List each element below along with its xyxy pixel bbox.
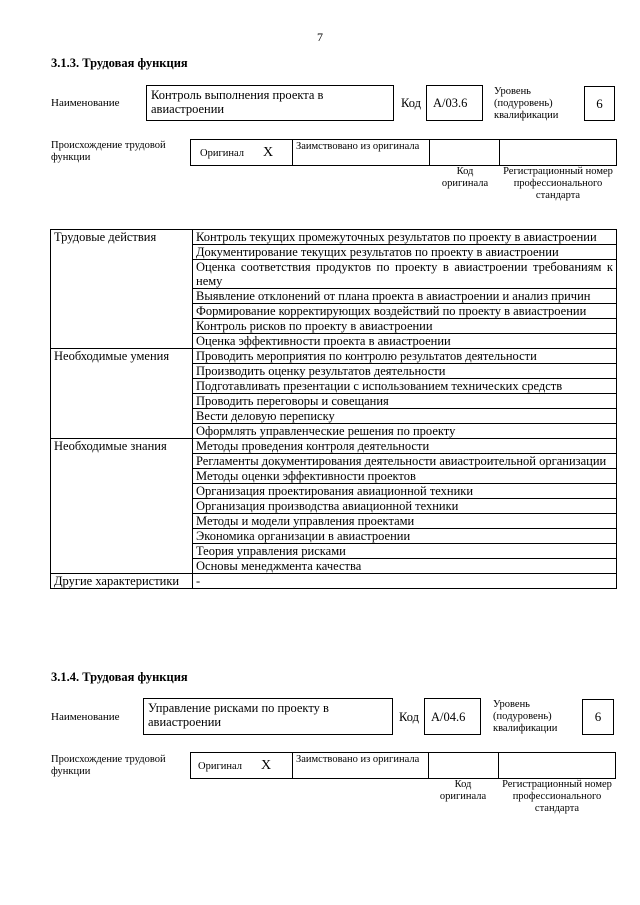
- function-name: Управление рисками по проекту в авиастроении: [148, 701, 329, 729]
- group-label: Трудовые действия: [51, 230, 193, 349]
- code-original-cell: [428, 752, 499, 779]
- level-value-cell: [584, 86, 615, 121]
- qualification-level: 6: [596, 96, 603, 111]
- reg-number-cell: [499, 139, 617, 166]
- reg-number-caption: Регистрационный номер профессионального стандарта: [503, 166, 613, 201]
- borrowed-label: Заимствовано из оригинала: [296, 141, 420, 152]
- function-table: [50, 229, 617, 589]
- row-item: Оценка соответствия продуктов по проекту в авиастроении требованиям к нему: [193, 260, 617, 289]
- qualification-level: 6: [594, 709, 602, 724]
- row-item: Основы менеджмента качества: [193, 559, 617, 574]
- row-item: Вести деловую переписку: [193, 409, 617, 424]
- original-label: Оригинал: [198, 761, 242, 772]
- section-heading: 3.1.3. Трудовая функция: [51, 56, 188, 70]
- group-label: Необходимые знания: [51, 439, 193, 574]
- table-row: [51, 439, 617, 454]
- level-label: Уровень (подуровень) квалификации: [493, 699, 558, 734]
- row-item: Контроль текущих промежуточных результатов по проекту в авиастроении: [193, 230, 617, 245]
- row-item: Методы проведения контроля деятельности: [193, 439, 617, 454]
- row-item: Организация производства авиационной техники: [193, 499, 617, 514]
- group-label: Другие характеристики: [51, 574, 193, 589]
- code-value-cell: [426, 85, 483, 121]
- row-item: -: [193, 574, 617, 589]
- name-value-cell: [146, 85, 394, 121]
- row-item: Регламенты документирования деятельности авиастроительной организации: [193, 454, 617, 469]
- code-original-caption: Код оригинала: [439, 779, 487, 802]
- name-label: Наименование: [51, 97, 120, 109]
- row-item: Формирование корректирующих воздействий по проекту в авиастроении: [193, 304, 617, 319]
- original-cell: [190, 139, 293, 166]
- table-row: [51, 230, 617, 245]
- group-label: Необходимые умения: [51, 349, 193, 439]
- code-original-cell: [429, 139, 500, 166]
- level-label: Уровень (подуровень) квалификации: [494, 86, 559, 121]
- borrowed-cell: [292, 752, 429, 779]
- row-item: Организация проектирования авиационной техники: [193, 484, 617, 499]
- borrowed-cell: [292, 139, 430, 166]
- row-item: Оформлять управленческие решения по проекту: [193, 424, 617, 439]
- name-label: Наименование: [51, 711, 120, 723]
- code-label: Код: [399, 710, 419, 724]
- row-item: Выявление отклонений от плана проекта в авиастроении и анализ причин: [193, 289, 617, 304]
- origin-label: Происхождение трудовой функции: [51, 754, 166, 777]
- row-item: Контроль рисков по проекту в авиастроении: [193, 319, 617, 334]
- original-cell: [190, 752, 293, 779]
- code-label: Код: [401, 96, 421, 110]
- row-item: Методы оценки эффективности проектов: [193, 469, 617, 484]
- page-number: 7: [317, 30, 323, 44]
- function-name: Контроль выполнения проекта в авиастроении: [151, 88, 324, 116]
- row-item: Документирование текущих результатов по проекту в авиастроении: [193, 245, 617, 260]
- function-code: А/04.6: [431, 710, 466, 724]
- row-item: Подготавливать презентации с использованием технических средств: [193, 379, 617, 394]
- function-code: А/03.6: [433, 96, 468, 110]
- code-value-cell: [424, 698, 481, 735]
- borrowed-label: Заимствовано из оригинала: [296, 754, 420, 765]
- level-value-cell: [582, 699, 614, 735]
- row-item: Проводить мероприятия по контролю результатов деятельности: [193, 349, 617, 364]
- row-item: Оценка эффективности проекта в авиастроении: [193, 334, 617, 349]
- reg-number-caption: Регистрационный номер профессионального стандарта: [502, 779, 612, 814]
- table-row: [51, 349, 617, 364]
- row-item: Проводить переговоры и совещания: [193, 394, 617, 409]
- table-row: [51, 574, 617, 589]
- section-heading: 3.1.4. Трудовая функция: [51, 670, 188, 684]
- reg-number-cell: [498, 752, 616, 779]
- origin-label: Происхождение трудовой функции: [51, 140, 166, 163]
- row-item: Экономика организации в авиастроении: [193, 529, 617, 544]
- original-label: Оригинал: [200, 148, 244, 159]
- row-item: Производить оценку результатов деятельности: [193, 364, 617, 379]
- name-value-cell: [143, 698, 393, 735]
- code-original-caption: Код оригинала: [441, 166, 489, 189]
- row-item: Теория управления рисками: [193, 544, 617, 559]
- original-mark: Х: [261, 758, 272, 773]
- original-mark: Х: [263, 145, 274, 160]
- row-item: Методы и модели управления проектами: [193, 514, 617, 529]
